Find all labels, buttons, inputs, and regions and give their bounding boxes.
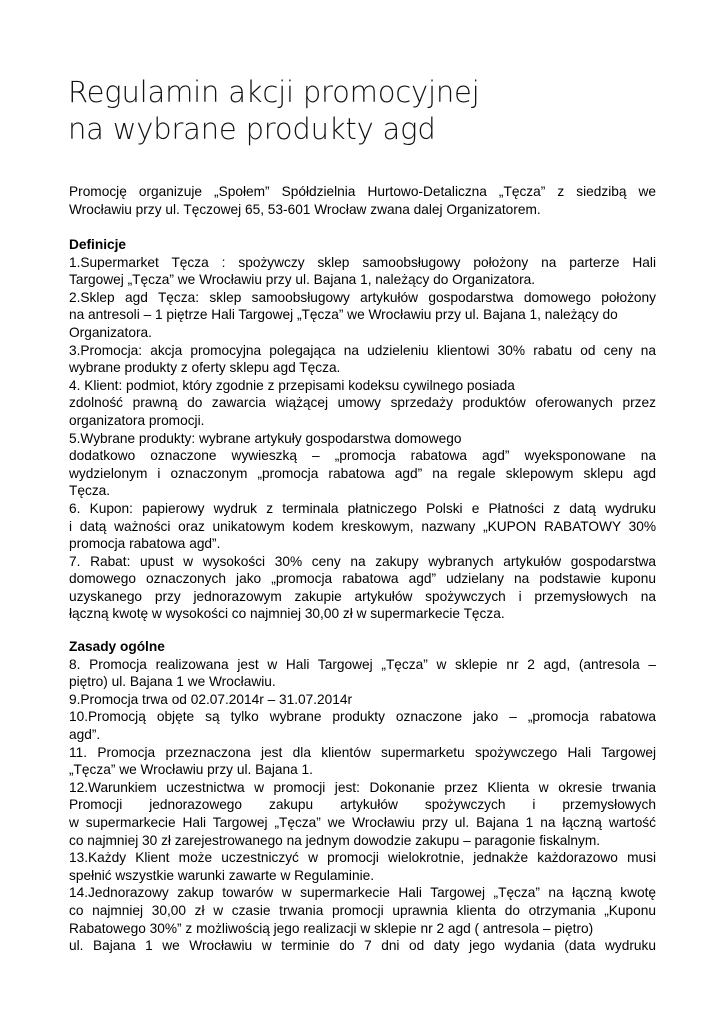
text-line: 3.Promocja: akcja promocyjna polegająca na udzieleniu klientowi 30% rabatu od ceny na <box>69 342 656 358</box>
text-line: 8. Promocja realizowana jest w Hali Targowej „Tęcza” w sklepie nr 2 agd, (antresola – <box>69 656 656 672</box>
text-line: wydzielonym i oznaczonym „promocja rabatowa agd” na regale sklepowym sklepu agd <box>69 465 656 481</box>
text-line: 14.Jednorazowy zakup towarów w supermarkecie Hali Targowej „Tęcza” na łączną kwotę <box>69 885 656 901</box>
text-line: organizatora promocji. <box>69 412 205 428</box>
text-line: ul. Bajana 1 we Wrocławiu w terminie do 7 dni od daty jego wydania (data wydruku <box>69 938 656 954</box>
text-line: Rabatowego 30%” z możliwością jego realizacji w sklepie nr 2 agd ( antresola – piętro) <box>69 920 594 936</box>
text-line: 5.Wybrane produkty: wybrane artykuły gospodarstwa domowego <box>69 430 462 446</box>
text-line: 10.Promocją objęte są tylko wybrane produkty oznaczone jako – „promocja rabatowa <box>69 709 656 725</box>
text-line: 6. Kupon: papierowy wydruk z terminala płatniczego Polski e Płatności z datą wydruku <box>69 500 656 516</box>
text-line: agd”. <box>69 726 101 742</box>
text-line: na antresoli – 1 piętrze Hali Targowej „Tęcza” we Wrocławiu przy ul. Bajana 1, należący do <box>69 307 618 323</box>
text-line: wybrane produkty z oferty sklepu agd Tęcza. <box>69 360 341 376</box>
definitions-heading: Definicje <box>69 237 127 252</box>
text-line: „Tęcza” we Wrocławiu przy ul. Bajana 1. <box>69 762 313 778</box>
general-rules-section <box>69 638 656 955</box>
text-line: 4. Klient: podmiot, który zgodnie z przepisami kodeksu cywilnego posiada <box>69 377 515 393</box>
text-line: 13.Każdy Klient może uczestniczyć w promocji wielokrotnie, jednakże każdorazowo musi <box>69 850 656 866</box>
document-title <box>68 74 668 148</box>
text-line: łączną kwotę w wysokości co najmniej 30,00 zł w supermarkecie Tęcza. <box>69 606 505 622</box>
intro-paragraph <box>69 183 656 218</box>
text-line: 11. Promocja przeznaczona jest dla klientów supermarketu spożywczego Hali Targowej <box>69 744 656 760</box>
text-line: piętro) ul. Bajana 1 we Wrocławiu. <box>69 674 276 690</box>
text-line: uzyskanego przy jednorazowym zakupie artykułów spożywczych i przemysłowych na <box>69 588 656 604</box>
text-line: i datą ważności oraz unikatowym kodem kreskowym, nazwany „KUPON RABATOWY 30% <box>69 518 656 534</box>
text-line: Promocję organizuje „Społem” Spółdzielnia Hurtowo-Detaliczna „Tęcza” z siedzibą we <box>69 184 656 199</box>
text-line: co najmniej 30 zł zarejestrowanego na jednym dowodzie zakupu – paragonie fiskalnym. <box>69 832 601 848</box>
general-rules-heading: Zasady ogólne <box>69 639 165 654</box>
text-line: Organizatora. <box>69 324 152 340</box>
text-line: co najmniej 30,00 zł w czasie trwania promocji uprawnia klienta do otrzymania „Kuponu <box>69 902 656 918</box>
text-line: 2.Sklep agd Tęcza: sklep samoobsługowy artykułów gospodarstwa domowego położony <box>69 289 656 305</box>
text-line: w supermarkecie Hali Targowej „Tęcza” we Wrocławiu przy ul. Bajana 1 na łączną wartość <box>69 814 656 830</box>
text-line: spełnić wszystkie warunki zawarte w Regulaminie. <box>69 867 375 883</box>
text-line: Targowej „Tęcza” we Wrocławiu przy ul. Bajana 1, należący do Organizatora. <box>69 272 536 288</box>
title-line-2: na wybrane produkty agd <box>68 112 436 146</box>
definitions-section <box>69 236 656 623</box>
text-line: Tęcza. <box>69 483 111 499</box>
title-line-1: Regulamin akcji promocyjnej <box>68 75 480 109</box>
text-line: 9.Promocja trwa od 02.07.2014r – 31.07.2014r <box>69 691 353 707</box>
text-line: promocja rabatowa agd”. <box>69 536 221 552</box>
text-line: domowego oznaczonych jako „promocja rabatowa agd” udzielany na podstawie kuponu <box>69 571 656 587</box>
text-line: 12.Warunkiem uczestnictwa w promocji jest: Dokonanie przez Klienta w okresie trwania <box>69 779 656 795</box>
text-line: 1.Supermarket Tęcza : spożywczy sklep samoobsługowy położony na parterze Hali <box>69 254 656 270</box>
text-line: zdolność prawną do zawarcia wiążącej umowy sprzedaży produktów oferowanych przez <box>69 395 656 411</box>
text-line: dodatkowo oznaczone wywieszką – „promocja rabatowa agd” wyeksponowane na <box>69 448 656 464</box>
text-line: 7. Rabat: upust w wysokości 30% ceny na zakupy wybranych artykułów gospodarstwa <box>69 553 656 569</box>
text-line: Wrocławiu przy ul. Tęczowej 65, 53-601 Wrocław zwana dalej Organizatorem. <box>69 201 541 217</box>
text-line: Promocji jednorazowego zakupu artykułów spożywczych i przemysłowych <box>69 797 656 813</box>
